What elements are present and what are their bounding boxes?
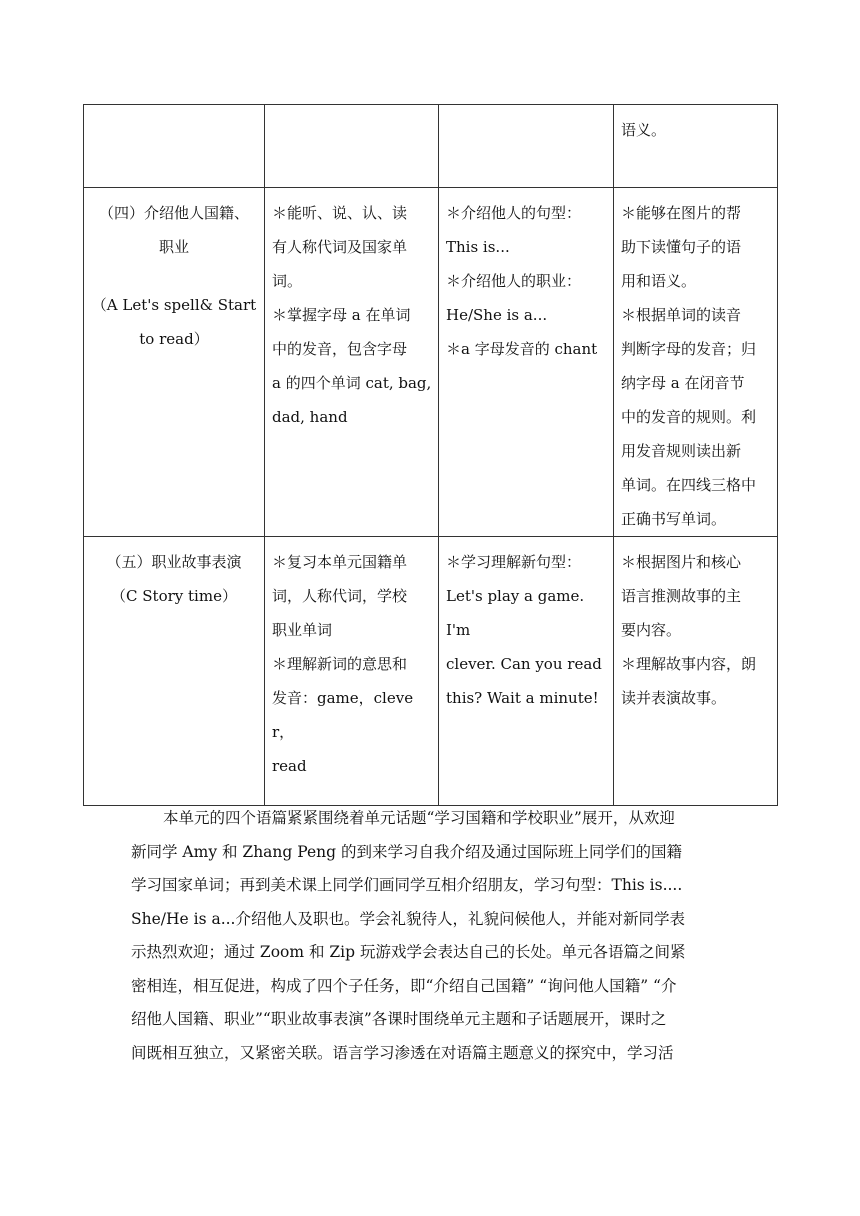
table-row [84, 188, 778, 537]
paragraph-line: 密相连，相互促进，构成了四个子任务，即“介绍自己国籍” “询问他人国籍” “介 [131, 976, 677, 995]
unit-description-paragraph [131, 802, 745, 1070]
paragraph-line: She/He is a...介绍他人及职也。学会礼貌待人，礼貌问候他人，并能对新同学表 [131, 909, 685, 928]
table-cell-knowledge: ＊复习本单元国籍单 词，人称代词，学校 职业单词 ＊理解新词的意思和 发音：game，clever， read [265, 537, 439, 806]
table-cell-knowledge: ＊能听、说、认、读 有人称代词及国家单 词。 ＊掌握字母 a 在单词 中的发音，包含字母 a 的四个单词 cat, bag, dad, hand [265, 188, 439, 537]
table-row [84, 105, 778, 188]
table-cell-goal: ＊根据图片和核心 语言推测故事的主 要内容。 ＊理解故事内容，朗 读并表演故事。 [614, 537, 778, 806]
paragraph-line: 间既相互独立，又紧密关联。语言学习渗透在对语篇主题意义的探究中，学习活 [131, 1043, 674, 1062]
table-cell-lesson: （四）介绍他人国籍、 职业 （A Let's spell& Start to read） [84, 188, 265, 537]
table-cell-language [439, 105, 614, 188]
table-cell-lesson: （五）职业故事表演 （C Story time） [84, 537, 265, 806]
paragraph-line: 新同学 Amy 和 Zhang Peng 的到来学习自我介绍及通过国际班上同学们的国籍 [131, 842, 682, 861]
lesson-plan-table [83, 104, 778, 806]
paragraph-line: 示热烈欢迎；通过 Zoom 和 Zip 玩游戏学会表达自己的长处。单元各语篇之间紧 [131, 943, 686, 961]
table-cell-goal: ＊能够在图片的帮 助下读懂句子的语 用和语义。 ＊根据单词的读音 判断字母的发音；归 纳字母 a 在闭音节 中的发音的规则。利 用发音规则读出新 单词。在四线三格中 正确书写单词。 [614, 188, 778, 537]
table-cell-language: ＊学习理解新句型： Let's play a game. I'm clever. Can you read this? Wait a minute! [439, 537, 614, 806]
table-row [84, 537, 778, 806]
paragraph-line: 绍他人国籍、职业”“职业故事表演”各课时围绕单元主题和子话题展开，课时之 [131, 1010, 667, 1028]
paragraph-line: 本单元的四个语篇紧紧围绕着单元话题“学习国籍和学校职业”展开，从欢迎 [163, 809, 675, 827]
table-cell-language: ＊介绍他人的句型： This is... ＊介绍他人的职业： He/She is a... ＊a 字母发音的 chant [439, 188, 614, 537]
table-cell-knowledge [265, 105, 439, 188]
table-cell-goal: 语义。 [614, 105, 778, 188]
paragraph-line: 学习国家单词；再到美术课上同学们画同学互相介绍朋友，学习句型：This is.... [131, 876, 683, 894]
table-cell-lesson [84, 105, 265, 188]
